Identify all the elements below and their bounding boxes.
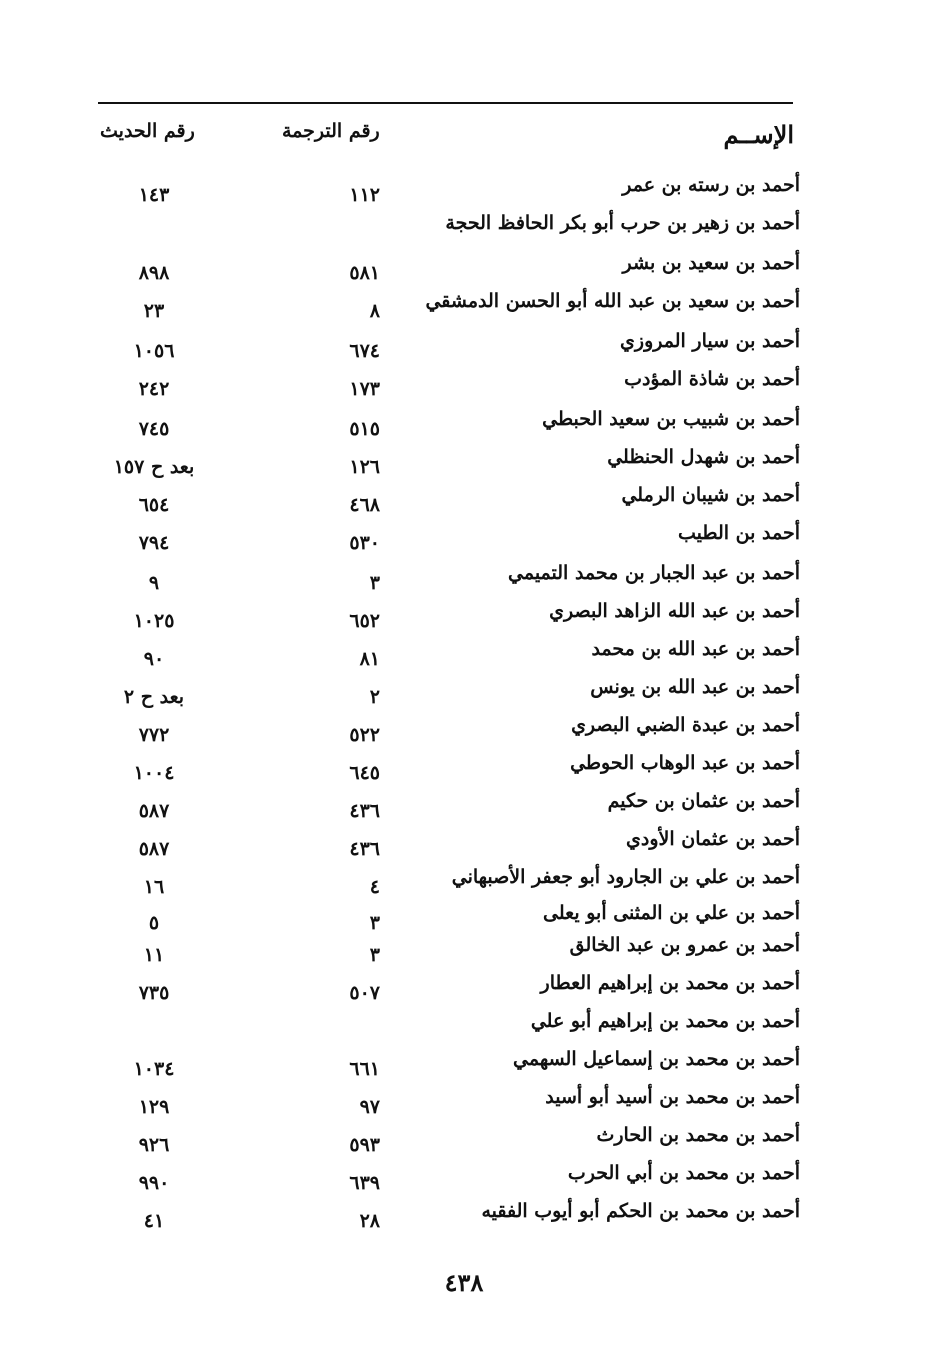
translation-number: ٤٣٦ bbox=[349, 838, 380, 860]
narrator-name: أحمد بن محمد بن أسيد أبو أسيد bbox=[545, 1086, 800, 1108]
table-row bbox=[0, 1200, 928, 1234]
hadith-number: ١١ bbox=[143, 944, 165, 966]
table-row bbox=[0, 638, 928, 672]
translation-number: ٣ bbox=[369, 944, 380, 966]
table-row bbox=[0, 1010, 928, 1044]
hadith-number: ٢٤٢ bbox=[138, 378, 170, 400]
narrator-name: أحمد بن محمد بن الحارث bbox=[596, 1124, 800, 1146]
table-row bbox=[0, 714, 928, 748]
translation-number: ٥٨١ bbox=[349, 262, 380, 284]
translation-number: ٥٠٧ bbox=[349, 982, 380, 1004]
table-row bbox=[0, 600, 928, 634]
narrator-name: أحمد بن زهير بن حرب أبو بكر الحافظ الحجة bbox=[445, 212, 800, 234]
table-row bbox=[0, 972, 928, 1006]
hadith-number: بعد ح ٢ bbox=[123, 686, 185, 708]
translation-number: ٣ bbox=[369, 572, 380, 594]
translation-number: ٦٤٥ bbox=[349, 762, 380, 784]
narrator-name: أحمد بن شبيب بن سعيد الحبطي bbox=[542, 408, 800, 430]
hadith-number: ١٠٣٤ bbox=[133, 1058, 175, 1080]
hadith-number: ١٠٥٦ bbox=[133, 340, 175, 362]
narrator-name: أحمد بن سعيد بن عبد الله أبو الحسن الدمشقي bbox=[425, 290, 800, 312]
translation-number: ٥١٥ bbox=[349, 418, 380, 440]
hadith-number: ٤١ bbox=[143, 1210, 165, 1232]
table-row bbox=[0, 522, 928, 556]
translation-number: ٦٦١ bbox=[349, 1058, 380, 1080]
table-row bbox=[0, 290, 928, 324]
narrator-name: أحمد بن سيار المروزي bbox=[620, 330, 800, 352]
page-number: ٤٣٨ bbox=[444, 1268, 484, 1297]
table-row bbox=[0, 446, 928, 480]
table-row bbox=[0, 1124, 928, 1158]
table-row bbox=[0, 368, 928, 402]
hadith-number: ٧٩٤ bbox=[138, 532, 170, 554]
translation-number: ٨١ bbox=[359, 648, 380, 670]
narrator-name: أحمد بن عبد الجبار بن محمد التميمي bbox=[508, 562, 800, 584]
narrator-name: أحمد بن عبدة الضبي البصري bbox=[571, 714, 800, 736]
hadith-number: ٢٣ bbox=[143, 300, 165, 322]
table-row bbox=[0, 934, 928, 968]
narrator-name: أحمد بن عثمان بن حكيم bbox=[607, 790, 800, 812]
table-row bbox=[0, 408, 928, 442]
translation-number: ٤٣٦ bbox=[349, 800, 380, 822]
translation-number: ١١٢ bbox=[349, 184, 380, 206]
hadith-number: ١٠٠٤ bbox=[133, 762, 175, 784]
translation-number: ٤٦٨ bbox=[349, 494, 380, 516]
narrator-name: أحمد بن شيبان الرملي bbox=[621, 484, 800, 506]
hadith-number: ٩٠ bbox=[143, 648, 165, 670]
table-row bbox=[0, 866, 928, 900]
narrator-name: أحمد بن سعيد بن بشر bbox=[622, 252, 800, 274]
table-row bbox=[0, 902, 928, 936]
translation-number: ٥٢٢ bbox=[349, 724, 380, 746]
narrator-name: أحمد بن محمد بن إبراهيم العطار bbox=[540, 972, 800, 994]
hadith-number: ٧٣٥ bbox=[138, 982, 170, 1004]
hadith-number: ٧٧٢ bbox=[138, 724, 170, 746]
hadith-number: ١٤٣ bbox=[138, 184, 170, 206]
hadith-number: ٧٤٥ bbox=[138, 418, 170, 440]
hadith-number: ١٢٩ bbox=[138, 1096, 170, 1118]
translation-number: ١٧٣ bbox=[349, 378, 380, 400]
header-name: الإســم bbox=[723, 120, 794, 149]
header-translation-number: رقم الترجمة bbox=[282, 120, 380, 142]
narrator-name: أحمد بن محمد بن إبراهيم أبو علي bbox=[530, 1010, 800, 1032]
table-row bbox=[0, 252, 928, 286]
narrator-name: أحمد بن محمد بن إسماعيل السهمي bbox=[513, 1048, 800, 1070]
hadith-number: ٥٨٧ bbox=[138, 838, 170, 860]
translation-number: ٢٨ bbox=[359, 1210, 380, 1232]
narrator-name: أحمد بن الطيب bbox=[677, 522, 800, 544]
narrator-name: أحمد بن محمد بن الحكم أبو أيوب الفقيه bbox=[481, 1200, 800, 1222]
hadith-number: ١٦ bbox=[143, 876, 165, 898]
table-row bbox=[0, 174, 928, 208]
hadith-number: ١٠٢٥ bbox=[133, 610, 175, 632]
translation-number: ٦٣٩ bbox=[349, 1172, 380, 1194]
translation-number: ٦٥٢ bbox=[349, 610, 380, 632]
hadith-number: ٦٥٤ bbox=[138, 494, 170, 516]
table-row bbox=[0, 1162, 928, 1196]
hadith-number: ٨٩٨ bbox=[138, 262, 170, 284]
translation-number: ٤ bbox=[369, 876, 380, 898]
narrator-name: أحمد بن عثمان الأودي bbox=[626, 828, 800, 850]
table-row bbox=[0, 212, 928, 246]
hadith-number: ٩٢٦ bbox=[138, 1134, 170, 1156]
translation-number: ٦٧٤ bbox=[349, 340, 380, 362]
narrator-name: أحمد بن عبد الوهاب الحوطي bbox=[570, 752, 800, 774]
table-row bbox=[0, 330, 928, 364]
table-row bbox=[0, 790, 928, 824]
table-row bbox=[0, 1048, 928, 1082]
narrator-name: أحمد بن علي بن الجارود أبو جعفر الأصبهاني bbox=[451, 866, 800, 888]
table-row bbox=[0, 676, 928, 710]
narrator-name: أحمد بن عبد الله بن يونس bbox=[590, 676, 800, 698]
narrator-name: أحمد بن عبد الله الزاهد البصري bbox=[549, 600, 800, 622]
hadith-number: ٩ bbox=[148, 572, 160, 594]
narrator-name: أحمد بن شاذة المؤدب bbox=[624, 368, 800, 390]
narrator-name: أحمد بن عبد الله بن محمد bbox=[591, 638, 800, 660]
narrator-name: أحمد بن شهدل الحنظلي bbox=[607, 446, 800, 468]
translation-number: ٣ bbox=[369, 912, 380, 934]
table-row bbox=[0, 562, 928, 596]
narrator-name: أحمد بن عمرو بن عبد الخالق bbox=[569, 934, 800, 956]
translation-number: ٥٩٣ bbox=[349, 1134, 380, 1156]
translation-number: ٥٣٠ bbox=[349, 532, 380, 554]
narrator-name: أحمد بن رسته بن عمر bbox=[622, 174, 800, 196]
narrator-name: أحمد بن علي بن المثنى أبو يعلى bbox=[543, 902, 800, 924]
table-row bbox=[0, 828, 928, 862]
header-hadith-number: رقم الحديث bbox=[100, 120, 195, 142]
translation-number: ٨ bbox=[369, 300, 380, 322]
translation-number: ٢ bbox=[369, 686, 380, 708]
hadith-number: ٩٩٠ bbox=[138, 1172, 170, 1194]
translation-number: ١٢٦ bbox=[349, 456, 380, 478]
table-row bbox=[0, 484, 928, 518]
translation-number: ٩٧ bbox=[359, 1096, 380, 1118]
hadith-number: ٥ bbox=[148, 912, 160, 934]
hadith-number: ٥٨٧ bbox=[138, 800, 170, 822]
table-row bbox=[0, 1086, 928, 1120]
narrator-name: أحمد بن محمد بن أبي الحرب bbox=[567, 1162, 800, 1184]
table-row bbox=[0, 752, 928, 786]
hadith-number: بعد ح ١٥٧ bbox=[113, 456, 195, 478]
